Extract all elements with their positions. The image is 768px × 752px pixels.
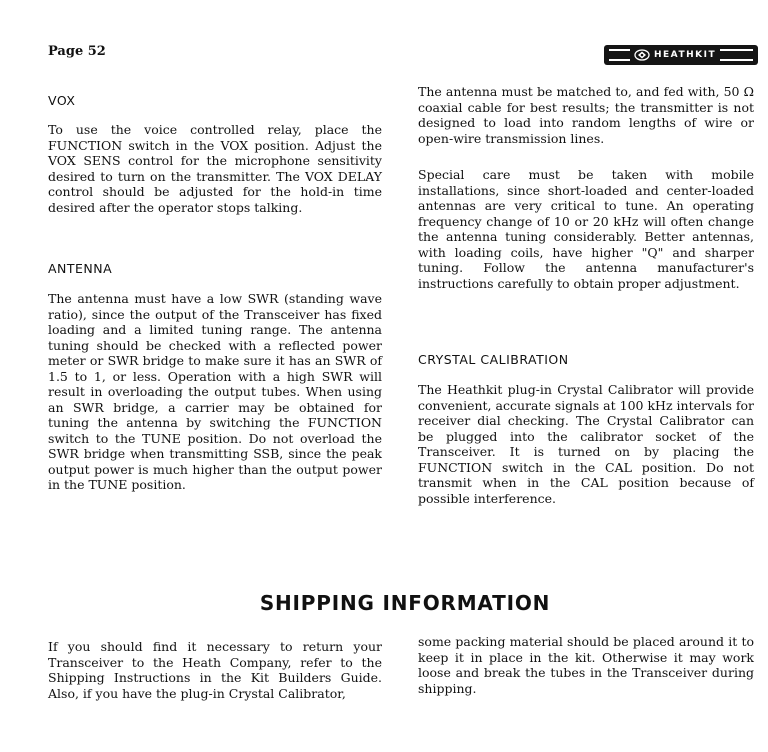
logo-text: HEATHKIT (654, 50, 717, 60)
page-number: Page 52 (48, 44, 106, 59)
shipping-body-left: If you should find it necessary to return your Transceiver to the Heath Company, refer to the Shipping Instructions in the Kit Builders Guide. Also, if you have the plug-in Crystal Calibrator, (48, 639, 382, 701)
antenna-heading: ANTENNA (48, 261, 113, 276)
vox-heading: VOX (48, 93, 76, 108)
crystal-calibration-heading: CRYSTAL CALIBRATION (418, 352, 569, 367)
crystal-calibration-body: The Heathkit plug-in Crystal Calibrator will provide convenient, accurate signals at 100 kHz intervals for receiver dial checking. The Crystal Calibrator can be plugged into the calibrator socket of the Transceiver. It is turned on by placing the FUNCTION switch in the CAL position. Do not transmit when in the CAL position because of possible interference. (418, 382, 754, 506)
antenna-body-continued-2: Special care must be taken with mobile installations, since short-loaded and center-loaded antennas are very critical to tune. An operating frequency change of 10 or 20 kHz will often change the antenna tuning considerably. Better antennas, with loading coils, have higher "Q" and sharper tuning. Follow the antenna manufacturer's instructions carefully to obtain proper adjustment. (418, 167, 754, 291)
shipping-heading: SHIPPING INFORMATION (259, 591, 551, 615)
heathkit-emblem-icon (634, 49, 650, 61)
shipping-body-right: some packing material should be placed around it to keep it in place in the kit. Otherwise it may work loose and break the tubes in the Transceiver during shipping. (418, 634, 754, 696)
antenna-body-continued-1: The antenna must be matched to, and fed with, 50 Ω coaxial cable for best results; the transmitter is not designed to load into random lengths of wire or open-wire transmission lines. (418, 84, 754, 146)
vox-body: To use the voice controlled relay, place the FUNCTION switch in the VOX position. Adjust the VOX SENS control for the microphone sensitivity desired to turn on the transmitter. The VOX DELAY control should be adjusted for the hold-in time desired after the operator stops talking. (48, 122, 382, 215)
antenna-body: The antenna must have a low SWR (standing wave ratio), since the output of the Transceiver has fixed loading and a limited tuning range. The antenna tuning should be checked with a reflected power meter or SWR bridge to make sure it has an SWR of 1.5 to 1, or less. Operation with a high SWR will result in overloading the output tubes. When using an SWR bridge, a carrier may be obtained for tuning the antenna by switching the FUNCTION switch to the TUNE position. Do not overload the SWR bridge when transmitting SSB, since the peak output power is much higher than the output power in the TUNE position. (48, 291, 382, 492)
heathkit-logo (604, 45, 758, 65)
